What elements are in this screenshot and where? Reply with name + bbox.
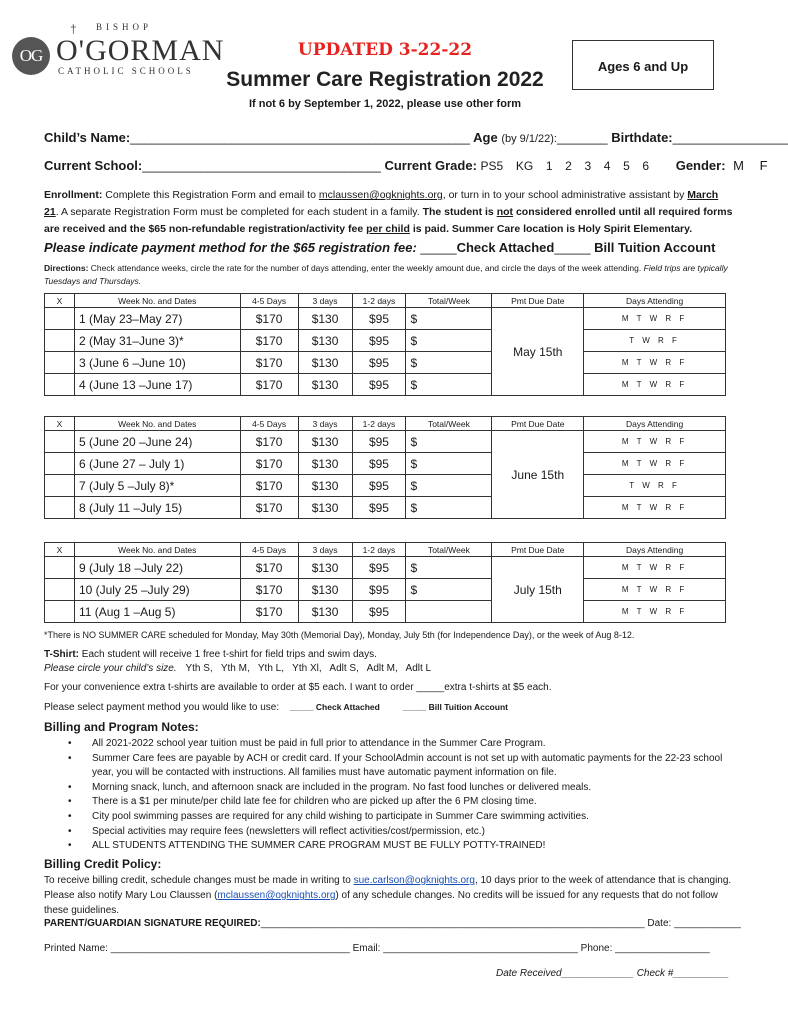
table-row	[45, 352, 726, 374]
rate-3[interactable]: $130	[298, 352, 352, 374]
list-item: • Morning snack, lunch, and afternoon snack are included in the program. No fast food lunches or delivered meals.	[68, 781, 728, 796]
rate-3[interactable]: $130	[298, 330, 352, 352]
printed-name-label: Printed Name:	[44, 943, 108, 954]
header-week: Week No. and Dates	[74, 417, 240, 431]
table-row	[45, 579, 726, 601]
table-row	[45, 308, 726, 330]
birthdate-field[interactable]: ________________	[672, 130, 788, 145]
directions-text: Check attendance weeks, circle the rate for the number of days attending, enter the weekly amount due, and circle the days of the week attending.	[90, 263, 642, 273]
gender-option-f[interactable]: F	[759, 158, 768, 173]
signature-date-label: Date:	[647, 918, 672, 929]
header-due: Pmt Due Date	[492, 543, 584, 557]
payment-prompt: Please indicate payment method for the $65 registration fee:	[44, 240, 417, 255]
phone-field[interactable]: _________________	[615, 943, 710, 954]
total-cell[interactable]: $	[406, 352, 492, 374]
rate-3[interactable]: $130	[298, 601, 352, 623]
rate-45[interactable]: $170	[240, 601, 298, 623]
days-attending[interactable]: M T W R F	[584, 431, 726, 453]
header-rate-12: 1-2 days	[352, 543, 406, 557]
directions	[44, 262, 734, 288]
table-row	[45, 601, 726, 623]
week-check-cell[interactable]	[45, 431, 75, 453]
list-item: • City pool swimming passes are required for any child wishing to participate in Summer Care swimming activities.	[68, 810, 728, 825]
rate-45[interactable]: $170	[240, 557, 298, 579]
tshirt-size-options[interactable]: Yth S, Yth M, Yth L, Yth Xl, Adlt S, Adlt M, Adlt L	[185, 663, 432, 674]
weeks-table-3	[44, 542, 726, 623]
rate-12[interactable]: $95	[352, 352, 406, 374]
rate-3[interactable]: $130	[298, 431, 352, 453]
table-row	[45, 475, 726, 497]
child-info-line	[44, 130, 788, 145]
rate-12[interactable]: $95	[352, 579, 406, 601]
enrollment-paragraph	[44, 187, 734, 238]
rate-12[interactable]: $95	[352, 557, 406, 579]
header-days: Days Attending	[584, 294, 726, 308]
table-row	[45, 431, 726, 453]
payment-due-date: May 15th	[492, 308, 584, 396]
days-attending[interactable]: M T W R F	[584, 352, 726, 374]
check-number-field[interactable]: __________	[673, 968, 729, 979]
enrollment-text: considered enrolled until all required forms are received and the $65 non-refundable registration/activity fee	[44, 206, 733, 235]
week-label: 7 (July 5 –July 8)*	[74, 475, 240, 497]
week-label: 6 (June 27 – July 1)	[74, 453, 240, 475]
rate-3[interactable]: $130	[298, 497, 352, 519]
rate-12[interactable]: $95	[352, 453, 406, 475]
enrollment-label: Enrollment:	[44, 189, 103, 201]
header-rate-45: 4-5 Days	[240, 543, 298, 557]
grade-option[interactable]: 4	[603, 159, 611, 173]
days-attending[interactable]: M T W R F	[584, 308, 726, 330]
age-box: Ages 6 and Up	[572, 40, 714, 90]
rate-3[interactable]: $130	[298, 579, 352, 601]
rate-3[interactable]: $130	[298, 308, 352, 330]
email-field[interactable]: ___________________________________	[383, 943, 578, 954]
payment-due-date: July 15th	[492, 557, 584, 623]
updated-notice: UPDATED 3-22-22	[297, 40, 473, 60]
total-cell[interactable]: $	[406, 579, 492, 601]
table-header-row	[45, 543, 726, 557]
header-rate-12: 1-2 days	[352, 294, 406, 308]
signature-date-field[interactable]: ____________	[674, 918, 741, 929]
printed-info-line	[44, 943, 710, 954]
rate-45[interactable]: $170	[240, 352, 298, 374]
enrollment-text: per child	[366, 223, 410, 235]
header-x: X	[45, 543, 75, 557]
rate-12[interactable]: $95	[352, 374, 406, 396]
enrollment-text: Complete this Registration Form and email to	[105, 189, 316, 201]
date-received-field[interactable]: _____________	[561, 968, 634, 979]
payment-bill-label: Bill Tuition Account	[594, 240, 716, 255]
enrollment-deadline: March 21	[44, 189, 719, 218]
header-rate-45: 4-5 Days	[240, 294, 298, 308]
grade-label: Current Grade:	[384, 158, 477, 173]
school-info-line	[44, 158, 768, 173]
total-cell[interactable]: $	[406, 374, 492, 396]
rate-45[interactable]: $170	[240, 330, 298, 352]
grade-option[interactable]: 3	[584, 159, 592, 173]
week-check-cell[interactable]	[45, 352, 75, 374]
tshirt-section	[44, 648, 431, 676]
table-header-row	[45, 294, 726, 308]
email-label: Email:	[352, 943, 381, 954]
cross-icon: †	[70, 22, 77, 36]
total-cell[interactable]: $	[406, 497, 492, 519]
rate-12[interactable]: $95	[352, 601, 406, 623]
age-field[interactable]: _______	[556, 130, 608, 145]
gender-option-m[interactable]: M	[733, 158, 745, 173]
logo-sub-text: CATHOLIC SCHOOLS	[58, 66, 194, 76]
payment-method-line	[44, 240, 715, 255]
header-days: Days Attending	[584, 543, 726, 557]
credit-policy-title: Billing Credit Policy:	[44, 857, 162, 871]
directions-label: Directions:	[44, 263, 89, 273]
week-check-cell[interactable]	[45, 601, 75, 623]
office-use-line	[496, 968, 729, 979]
gender-label: Gender:	[675, 158, 726, 173]
table-row	[45, 374, 726, 396]
header-due: Pmt Due Date	[492, 294, 584, 308]
list-item: • There is a $1 per minute/per child late fee for children who are picked up after the 6 PM closing time.	[68, 795, 728, 810]
table-row	[45, 330, 726, 352]
logo-name-text: O'GORMAN	[56, 34, 225, 67]
payment-check-label: Check Attached	[456, 240, 555, 255]
phone-label: Phone:	[580, 943, 613, 954]
enrollment-text: is paid. Summer Care location is Holy Spirit Elementary.	[412, 223, 693, 235]
list-item: • ALL STUDENTS ATTENDING THE SUMMER CARE PROGRAM MUST BE FULLY POTTY-TRAINED!	[68, 839, 728, 854]
header-due: Pmt Due Date	[492, 417, 584, 431]
weeks-table-2	[44, 416, 726, 519]
total-cell[interactable]: $	[406, 308, 492, 330]
total-cell[interactable]: $	[406, 453, 492, 475]
week-label: 5 (June 20 –June 24)	[74, 431, 240, 453]
credit-text: ) of any schedule changes. No credits will be issued for any requests that do not follow these guidelines.	[44, 890, 718, 916]
total-cell[interactable]	[406, 601, 492, 623]
enrollment-text: . A separate Registration Form must be completed for each student in a family.	[55, 206, 420, 218]
payment-bill-blank[interactable]: _____	[554, 240, 591, 255]
header-week: Week No. and Dates	[74, 543, 240, 557]
extra-shirts-line[interactable]: For your convenience extra t-shirts are available to order at $5 each. I want to order _____extra t-shirts at $5 each.	[44, 682, 552, 693]
rate-3[interactable]: $130	[298, 374, 352, 396]
enrollment-text: The student is	[422, 206, 494, 218]
weeks-table-1	[44, 293, 726, 396]
rate-12[interactable]: $95	[352, 330, 406, 352]
week-label: 1 (May 23–May 27)	[74, 308, 240, 330]
rate-12[interactable]: $95	[352, 497, 406, 519]
date-received-label: Date Received	[496, 968, 562, 979]
week-check-cell[interactable]	[45, 330, 75, 352]
rate-45[interactable]: $170	[240, 453, 298, 475]
rate-45[interactable]: $170	[240, 579, 298, 601]
rate-3[interactable]: $130	[298, 557, 352, 579]
child-name-label: Child’s Name:	[44, 130, 131, 145]
credit-text: To receive billing credit, schedule changes must be made in writing to	[44, 875, 351, 886]
week-label: 10 (July 25 –July 29)	[74, 579, 240, 601]
shirt-payment-text: Please select payment method you would like to use:	[44, 702, 280, 713]
week-label: 4 (June 13 –June 17)	[74, 374, 240, 396]
signature-line	[44, 918, 741, 929]
week-label: 8 (July 11 –July 15)	[74, 497, 240, 519]
logo-bishop-text: BISHOP	[96, 22, 153, 32]
birthdate-label: Birthdate:	[611, 130, 673, 145]
table-row	[45, 453, 726, 475]
grade-option[interactable]: 2	[565, 159, 572, 173]
billing-notes-list	[68, 737, 728, 854]
days-attending[interactable]: M T W R F	[584, 601, 726, 623]
list-item: • Summer Care fees are payable by ACH or credit card. If your SchoolAdmin account is not set up with automatic payments for the 22-23 school year, you will be contacted with instructions. All families must have automatic payment information on file.	[68, 752, 728, 781]
grade-option[interactable]: PS5	[480, 159, 504, 173]
days-attending[interactable]: M T W R F	[584, 579, 726, 601]
age-note: (by 9/1/22):	[501, 133, 557, 145]
header-total: Total/Week	[406, 294, 492, 308]
week-check-cell[interactable]	[45, 579, 75, 601]
days-attending[interactable]: M T W R F	[584, 557, 726, 579]
directions-italic: Field trips are typically Tuesdays and Thursdays.	[44, 263, 728, 286]
header-rate-3: 3 days	[298, 294, 352, 308]
rate-3[interactable]: $130	[298, 453, 352, 475]
week-label: 3 (June 6 –June 10)	[74, 352, 240, 374]
school-field[interactable]: _________________________________	[142, 158, 381, 173]
week-check-cell[interactable]	[45, 374, 75, 396]
claussen-email-link[interactable]: mclaussen@ogknights.org	[217, 890, 336, 901]
signature-label: PARENT/GUARDIAN SIGNATURE REQUIRED:	[44, 918, 261, 929]
week-label: 9 (July 18 –July 22)	[74, 557, 240, 579]
table-header-row	[45, 417, 726, 431]
rate-12[interactable]: $95	[352, 431, 406, 453]
tshirt-text: Each student will receive 1 free t-shirt for field trips and swim days.	[81, 649, 377, 660]
credit-policy-text	[44, 873, 734, 918]
week-check-cell[interactable]	[45, 497, 75, 519]
header-days: Days Attending	[584, 417, 726, 431]
page-title: Summer Care Registration 2022	[226, 68, 544, 91]
child-name-field[interactable]: _______________________________________________	[130, 130, 471, 145]
days-attending[interactable]: M T W R F	[584, 453, 726, 475]
shirt-payment-check[interactable]: _____ Check Attached	[289, 702, 380, 712]
table-row	[45, 557, 726, 579]
list-item: • Special activities may require fees (newsletters will reflect activities/cost/permission, etc.)	[68, 825, 728, 840]
billing-notes-title: Billing and Program Notes:	[44, 720, 199, 734]
total-cell[interactable]: $	[406, 330, 492, 352]
credit-email-link[interactable]: sue.carlson@ogknights.org	[353, 875, 475, 886]
grade-option[interactable]: 1	[545, 159, 553, 173]
payment-check-blank[interactable]: _____	[420, 240, 457, 255]
header-total: Total/Week	[406, 417, 492, 431]
days-attending[interactable]: M T W R F	[584, 374, 726, 396]
rate-45[interactable]: $170	[240, 475, 298, 497]
grade-option[interactable]: 5	[623, 159, 630, 173]
rate-12[interactable]: $95	[352, 308, 406, 330]
rate-3[interactable]: $130	[298, 475, 352, 497]
rate-12[interactable]: $95	[352, 475, 406, 497]
signature-field[interactable]: _____________________________________________________________________	[260, 918, 645, 929]
header-x: X	[45, 294, 75, 308]
grade-option[interactable]: KG	[515, 159, 534, 173]
shirt-payment-bill[interactable]: _____ Bill Tuition Account	[402, 702, 508, 712]
list-item: • All 2021-2022 school year tuition must be paid in full prior to attendance in the Summer Care Program.	[68, 737, 728, 752]
school-label: Current School:	[44, 158, 143, 173]
header-rate-12: 1-2 days	[352, 417, 406, 431]
week-check-cell[interactable]	[45, 453, 75, 475]
days-attending[interactable]: T W R F	[584, 330, 726, 352]
days-attending[interactable]: M T W R F	[584, 497, 726, 519]
rate-45[interactable]: $170	[240, 374, 298, 396]
closure-footnote: *There is NO SUMMER CARE scheduled for Monday, May 30th (Memorial Day), Monday, July 5th (for Independence Day), or the week of Aug 8-12.	[44, 630, 635, 640]
tshirt-circle-instruction: Please circle your child’s size.	[44, 663, 177, 674]
age-label: Age	[473, 130, 498, 145]
week-check-cell[interactable]	[45, 557, 75, 579]
rate-45[interactable]: $170	[240, 497, 298, 519]
total-cell[interactable]: $	[406, 431, 492, 453]
week-label: 2 (May 31–June 3)*	[74, 330, 240, 352]
total-cell[interactable]: $	[406, 475, 492, 497]
rate-45[interactable]: $170	[240, 308, 298, 330]
header-rate-3: 3 days	[298, 543, 352, 557]
grade-options	[481, 158, 662, 173]
enrollment-email-link[interactable]: mclaussen@ogknights.org	[318, 189, 443, 201]
school-logo	[12, 20, 225, 80]
table-row	[45, 497, 726, 519]
week-label: 11 (Aug 1 –Aug 5)	[74, 601, 240, 623]
og-logo-mark: OG	[12, 37, 50, 75]
total-cell[interactable]: $	[406, 557, 492, 579]
header-total: Total/Week	[406, 543, 492, 557]
credit-text: , 10 days prior to the week of attendance that is changing. Please also notify Mary Lou Claussen (	[44, 875, 732, 901]
enrollment-text: not	[496, 206, 514, 218]
week-check-cell[interactable]	[45, 308, 75, 330]
header-week: Week No. and Dates	[74, 294, 240, 308]
check-number-label: Check #	[636, 968, 674, 979]
shirt-payment-line	[44, 702, 508, 713]
days-attending[interactable]: T W R F	[584, 475, 726, 497]
printed-name-field[interactable]: ___________________________________________	[110, 943, 350, 954]
grade-option[interactable]: 6	[642, 159, 650, 173]
rate-45[interactable]: $170	[240, 431, 298, 453]
page-subtitle: If not 6 by September 1, 2022, please use other form	[248, 98, 522, 110]
header-x: X	[45, 417, 75, 431]
header-rate-3: 3 days	[298, 417, 352, 431]
payment-due-date: June 15th	[492, 431, 584, 519]
tshirt-label: T-Shirt:	[44, 649, 79, 660]
header-rate-45: 4-5 Days	[240, 417, 298, 431]
enrollment-text: , or turn in to your school administrative assistant by	[442, 189, 685, 201]
week-check-cell[interactable]	[45, 475, 75, 497]
